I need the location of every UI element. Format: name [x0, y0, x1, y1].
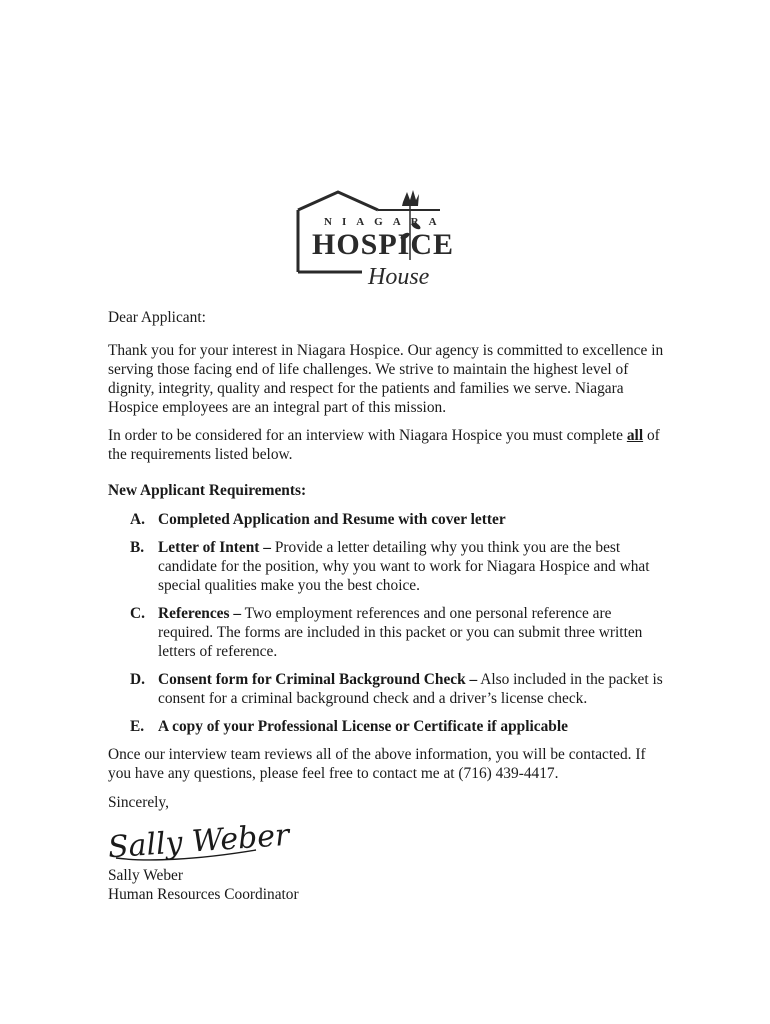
notice-text-start: In order to be considered for an interview with Niagara Hospice you must complete — [108, 427, 627, 444]
niagara-hospice-logo — [290, 188, 466, 292]
requirement-item — [108, 604, 664, 661]
requirement-letter: D. — [130, 671, 145, 688]
signer-title: Human Resources Coordinator — [108, 886, 299, 903]
requirement-letter: A. — [130, 511, 145, 528]
handwritten-signature-icon — [106, 814, 291, 866]
requirement-notice-paragraph — [108, 426, 664, 464]
requirement-letter: E. — [130, 718, 145, 735]
svg-text:Sally Weber: Sally Weber — [106, 817, 291, 866]
requirement-title: Consent form for Criminal Background Check – — [158, 671, 478, 688]
logo-script-text: House — [368, 264, 430, 290]
letter-body — [108, 308, 664, 904]
closing-paragraph: Once our interview team reviews all of the above information, you will be contacted. If you have any questions, please feel free to contact me at (716) 439-4417. — [108, 746, 646, 782]
requirement-item — [108, 538, 664, 595]
logo-main-text: HOSPICE — [312, 228, 455, 261]
requirement-text: Two employment references and one personal reference are required. The forms are included in this packet or you can submit three written letters of reference. — [158, 605, 643, 660]
requirement-text: Also included in the packet is consent for a criminal background check and a driver’s license check. — [158, 671, 663, 707]
requirement-item — [108, 717, 664, 736]
logo-top-text: NIAGARA — [324, 216, 447, 228]
salutation: Dear Applicant: — [108, 309, 206, 326]
requirement-item — [108, 510, 664, 529]
notice-text-end: of the requirements listed below. — [108, 427, 660, 463]
requirement-letter: C. — [130, 605, 145, 622]
requirement-title: Letter of Intent – — [158, 539, 271, 556]
requirement-title: A copy of your Professional License or Certificate if applicable — [158, 718, 568, 735]
intro-paragraph: Thank you for your interest in Niagara Hospice. Our agency is committed to excellence in serving those facing end of life challenges. We strive to maintain the highest level of dignity, integrity, quality and respect for the patients and families we serve. Niagara Hospice employees are an integral part of this mission. — [108, 342, 664, 416]
requirements-heading: New Applicant Requirements: — [108, 482, 307, 499]
requirement-item — [108, 670, 664, 708]
emphasis-all: all — [626, 427, 644, 444]
requirement-text: Provide a letter detailing why you think you are the best candidate for the position, why you want to work for Niagara Hospice and what special qualities make you the best choice. — [158, 539, 650, 594]
sign-off: Sincerely, — [108, 794, 169, 811]
signer-name: Sally Weber — [108, 867, 183, 884]
requirement-title: References – — [158, 605, 242, 622]
house-logo-icon — [290, 188, 466, 292]
requirement-title: Completed Application and Resume with cover letter — [158, 511, 506, 528]
requirements-list — [108, 510, 664, 736]
requirement-letter: B. — [130, 539, 145, 556]
